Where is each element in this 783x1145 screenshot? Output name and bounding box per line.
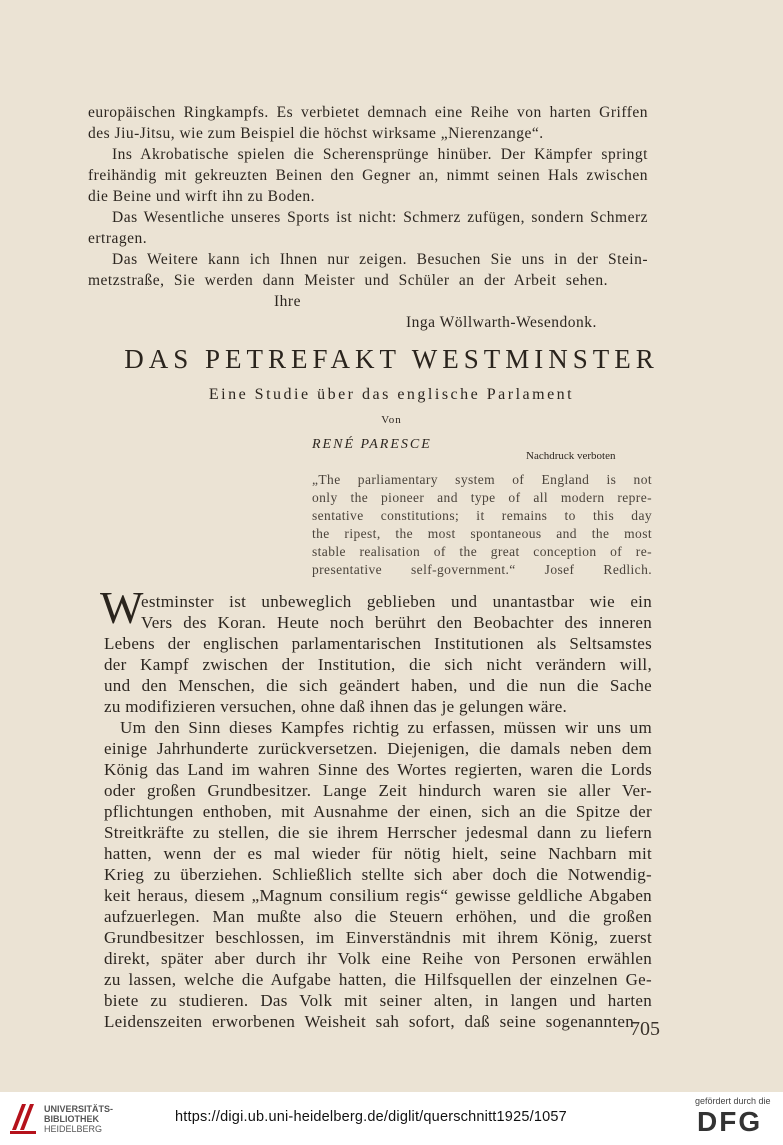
body-line: der Kampf zwischen der Institution, die sich nicht verändern will, xyxy=(104,655,652,674)
text-line: metzstraße, Sie werden dann Meister und Schüler an der Arbeit sehen. xyxy=(88,272,608,289)
body-line: Leidenszeiten erworbenen Weisheit sah sofort, daß seine sogenannten xyxy=(104,1012,634,1031)
body-line: zu modifizieren versuchen, ohne daß ihnen das je gelungen wäre. xyxy=(104,697,568,716)
body-line: König das Land im wahren Sinne des Wortes regierten, waren die Lords xyxy=(104,760,652,779)
copyright-notice: Nachdruck verboten xyxy=(526,450,616,462)
drop-cap: W xyxy=(100,582,144,633)
body-line: zu lassen, welche die Aufgabe hatten, die Hilfsquellen der einzelnen Ge- xyxy=(104,970,652,989)
body-line: und den Menschen, die sich geändert haben, und die nun die Sache xyxy=(104,676,652,695)
library-name-line: BIBLIOTHEK xyxy=(44,1114,99,1124)
article-subtitle: Eine Studie über das englische Parlament xyxy=(208,386,575,403)
footer-bar xyxy=(0,1092,783,1145)
byline-von: Von xyxy=(381,414,402,426)
library-name xyxy=(44,1104,113,1134)
body-line: aufzuerlegen. Man mußte also die Steuern erhöhen, und die großen xyxy=(104,907,652,926)
library-logo-icon xyxy=(8,1100,38,1136)
funder-note: gefördert durch die xyxy=(695,1096,771,1106)
body-line: Krieg zu überziehen. Schließlich stellte sich aber doch die Notwendig- xyxy=(104,865,652,884)
text-line: europäischen Ringkampfs. Es verbietet demnach eine Reihe von harten Griffen xyxy=(88,104,648,121)
text-line: die Beine und wirft ihn zu Boden. xyxy=(88,188,315,205)
body-line: direkt, später aber durch ihr Volk eine Reihe von Personen erwählen xyxy=(104,949,652,968)
text-line: Das Wesentliche unseres Sports ist nicht: Schmerz zufügen, sondern Schmerz xyxy=(112,209,648,226)
body-line: einige Jahrhunderte zurückversetzen. Diejenigen, die damals neben dem xyxy=(104,739,652,758)
library-name-line: HEIDELBERG xyxy=(44,1124,103,1134)
text-line: freihändig mit gekreuzten Beinen den Gegner an, nimmt seinen Hals zwischen xyxy=(88,167,648,184)
body-line: oder großen Grundbesitzer. Lange Zeit hindurch waren sie aller Ver- xyxy=(104,781,652,800)
letter-closing: Ihre xyxy=(274,293,301,310)
text-line: Das Weitere kann ich Ihnen nur zeigen. Besuchen Sie uns in der Stein- xyxy=(112,251,648,268)
letter-signature: Inga Wöllwarth-Wesendonk. xyxy=(406,314,597,331)
epigraph-line: sentative constitutions; it remains to this day xyxy=(312,508,652,523)
body-line: Vers des Koran. Heute noch berührt den Beobachter des inneren xyxy=(141,613,652,632)
body-line: Lebens der englischen parlamentarischen Institutionen als Seltsamstes xyxy=(104,634,652,653)
epigraph-line: stable realisation of the great conception of re- xyxy=(312,544,652,559)
body-line: estminster ist unbeweglich geblieben und unantastbar wie ein xyxy=(141,592,652,611)
body-line: Grundbesitzer beschlossen, im Einverständnis mit ihrem König, zuerst xyxy=(104,928,652,947)
body-line: hatten, wenn der es mal wieder für nötig hielt, seine Nachbarn mit xyxy=(104,844,652,863)
epigraph-line: presentative self-government.“ Josef Redlich. xyxy=(312,562,652,577)
body-line: biete zu studieren. Das Volk mit seiner alten, in langen und harten xyxy=(104,991,652,1010)
epigraph-line: „The parliamentary system of England is not xyxy=(312,472,652,487)
text-line: ertragen. xyxy=(88,230,148,247)
epigraph-line: only the pioneer and type of all modern repre- xyxy=(312,490,652,505)
body-line: Um den Sinn dieses Kampfes richtig zu erfassen, müssen wir uns um xyxy=(120,718,652,737)
body-line: keit heraus, diesem „Magnum consilium regis“ gewisse geldliche Abgaben xyxy=(104,886,652,905)
library-name-line: UNIVERSITÄTS- xyxy=(44,1104,114,1114)
author-name: RENÉ PARESCE xyxy=(312,437,432,452)
body-line: Streitkräfte zu stellen, die sie ihrem Herrscher jedesmal dann zu liefern xyxy=(104,823,652,842)
text-line: Ins Akrobatische spielen die Scherensprünge hinüber. Der Kämpfer springt xyxy=(112,146,648,163)
epigraph-line: the ripest, the most spontaneous and the most xyxy=(312,526,652,541)
body-line: pflichtungen enthoben, mit Ausnahme der einen, sich an die Spitze der xyxy=(104,802,652,821)
page-number: 705 xyxy=(630,1018,660,1040)
dfg-logo: DFG xyxy=(697,1106,763,1137)
text-line: des Jiu-Jitsu, wie zum Beispiel die höchst wirksame „Nierenzange“. xyxy=(88,125,544,142)
source-url-link[interactable]: https://digi.ub.uni-heidelberg.de/diglit/querschnitt1925/1057 xyxy=(175,1109,567,1125)
article-title: DAS PETREFAKT WESTMINSTER xyxy=(124,344,659,374)
